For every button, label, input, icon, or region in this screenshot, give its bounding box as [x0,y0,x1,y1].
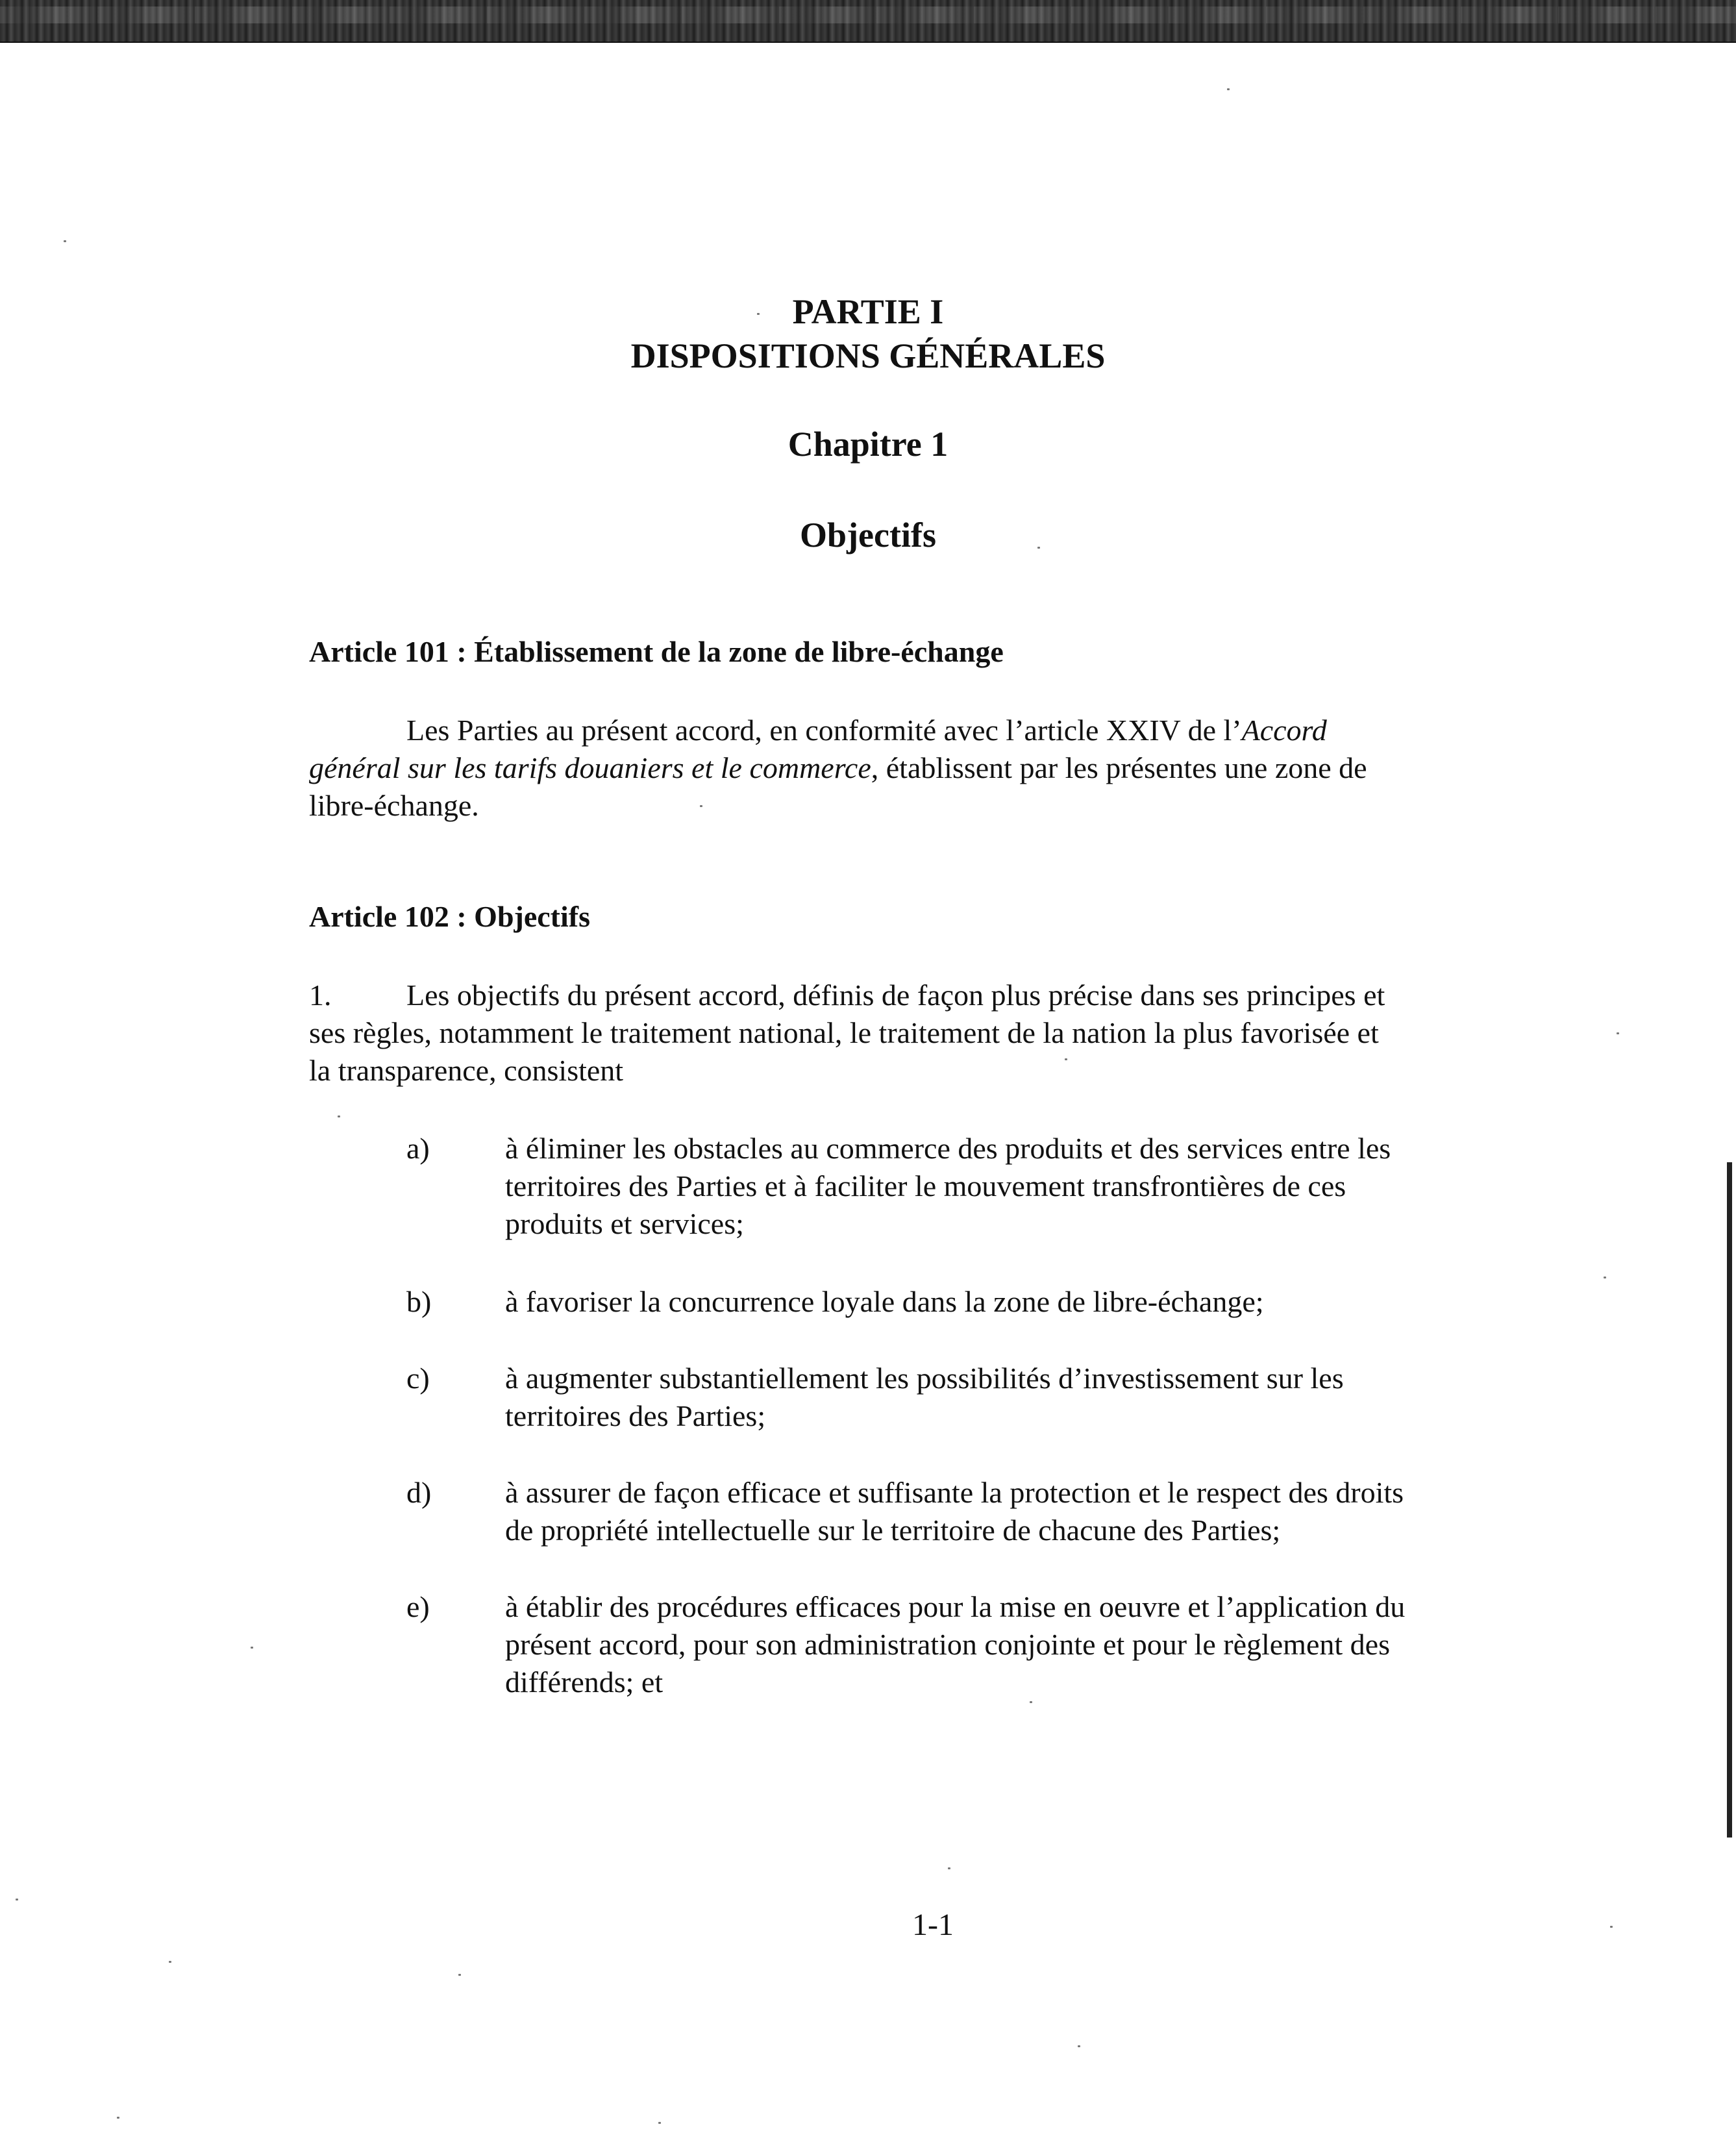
article-102-intro-line-3: la transparence, consistent [309,1054,624,1087]
scan-speck [16,1899,18,1900]
part-heading: PARTIE I [792,292,944,331]
item-line: différends; et [505,1665,663,1699]
item-a-letter: a) [406,1132,430,1165]
scan-noise [0,6,1736,23]
article-102-paragraph-1 [309,977,1543,1090]
item-line: à éliminer les obstacles au commerce des produits et des services entre les [505,1132,1391,1165]
scan-speck [1030,1701,1032,1703]
article-101-line-1 [309,712,1543,749]
scan-speck [948,1867,950,1869]
item-line: à assurer de façon efficace et suffisante la protection et le respect des droits [505,1476,1404,1509]
article-102-intro-line-2: ses règles, notamment le traitement national, le traitement de la nation la plus favorisée et [309,1016,1379,1049]
paragraph-number: 1. [309,978,332,1012]
item-e-letter: e) [406,1590,430,1623]
chapter-heading: Chapitre 1 [787,425,949,464]
item-line: à établir des procédures efficaces pour la mise en oeuvre et l’application du [505,1590,1406,1623]
item-a-text [505,1130,1544,1243]
scan-speck [1604,1277,1606,1278]
item-e-text [505,1588,1544,1701]
scan-speck [64,240,66,242]
item-b-text [505,1283,1544,1321]
scan-speck [1078,2045,1080,2047]
scan-speck [658,2122,661,2124]
article-102-intro-line-1 [309,977,1543,1014]
scan-speck [338,1115,340,1117]
page-number: 1-1 [912,1908,954,1942]
article-101-line-2 [309,749,1543,787]
item-c-text [505,1360,1544,1435]
scan-border-top [0,0,1736,43]
item-line: territoires des Parties et à faciliter le mouvement transfrontières de ces [505,1169,1346,1203]
text-run: , établissent par les présentes une zone de [871,751,1367,784]
scan-speck [169,1961,171,1963]
scan-speck [251,1647,253,1649]
item-line: territoires des Parties; [505,1399,766,1432]
item-d-text [505,1474,1544,1549]
scan-speck [1617,1032,1619,1034]
italic-title-run: Accord [1241,714,1327,747]
item-line: à favoriser la concurrence loyale dans la zone de libre-échange; [505,1285,1264,1318]
article-102-title: Article 102 : Objectifs [309,900,591,933]
item-d-letter: d) [406,1476,432,1509]
scan-edge-shadow [1727,1162,1732,1838]
item-line: présent accord, pour son administration conjointe et pour le règlement des [505,1628,1390,1661]
scan-speck [117,2117,119,2119]
scan-speck [1227,88,1230,90]
article-101-title: Article 101 : Établissement de la zone de libre-échange [309,635,1004,668]
part-title: DISPOSITIONS GÉNÉRALES [630,336,1106,375]
text-run: Les Parties au présent accord, en conformité avec l’article XXIV de l’ [406,714,1242,747]
item-c-letter: c) [406,1362,430,1395]
article-101-line-3: libre-échange. [309,789,479,822]
item-line: de propriété intellectuelle sur le territoire de chacune des Parties; [505,1514,1281,1547]
text-run: Les objectifs du présent accord, définis de façon plus précise dans ses principes et [406,978,1385,1012]
item-b-letter: b) [406,1285,432,1318]
item-line: produits et services; [505,1207,744,1240]
item-line: à augmenter substantiellement les possibilités d’investissement sur les [505,1362,1344,1395]
chapter-title: Objectifs [800,516,936,555]
article-101-paragraph [309,712,1543,825]
italic-title-run: général sur les tarifs douaniers et le commerce [309,751,871,784]
scan-speck [458,1974,461,1976]
